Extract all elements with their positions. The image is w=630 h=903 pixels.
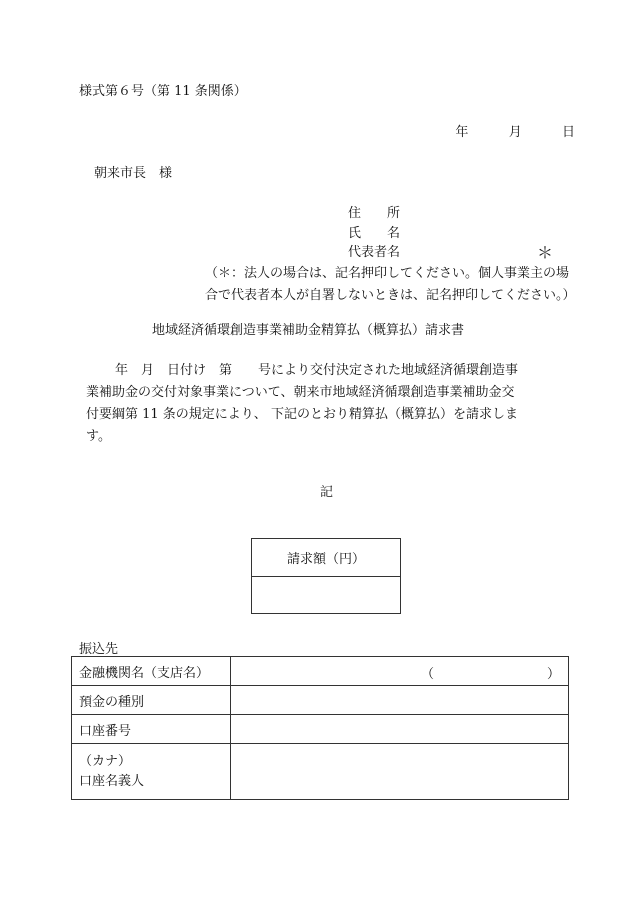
amount-value-field[interactable] (252, 577, 400, 613)
body-paragraph (86, 360, 542, 448)
account-number-field[interactable] (231, 715, 569, 744)
bank-name-label: 金融機関名（支店名） (72, 657, 231, 686)
date-month: 月 (508, 125, 522, 140)
address-label: 住 所 (348, 206, 401, 221)
form-number: 様式第６号（第 11 条関係） (79, 84, 247, 99)
name-label: 氏 名 (348, 226, 401, 241)
table-row (72, 715, 569, 744)
account-type-field[interactable] (231, 686, 569, 715)
body-line: 付要綱第 11 条の規定により、 下記のとおり精算払（概算払）を請求しま (86, 407, 518, 422)
date-day: 日 (561, 125, 575, 140)
amount-box (251, 538, 401, 614)
bank-table (71, 656, 569, 800)
table-row (72, 657, 569, 686)
table-row (72, 686, 569, 715)
ki-mark: 記 (320, 485, 334, 500)
transfer-heading: 振込先 (79, 642, 119, 657)
body-line: す。 (86, 429, 111, 444)
account-number-label: 口座番号 (72, 715, 231, 744)
document-title: 地域経済循環創造事業補助金精算払（概算払）請求書 (152, 323, 465, 338)
amount-header: 請求額（円） (252, 539, 400, 577)
seal-note-line1: （＊：法人の場合は、記名押印してください。個人事業主の場 (205, 266, 570, 281)
account-holder-kana-label: （カナ） (79, 753, 132, 769)
account-type-label: 預金の種別 (72, 686, 231, 715)
representative-label: 代表者名 (348, 245, 401, 260)
addressee: 朝来市長 様 (94, 166, 173, 181)
seal-note (205, 263, 576, 307)
paren-close: ） (546, 667, 560, 682)
table-row (72, 744, 569, 800)
account-holder-label (72, 744, 231, 800)
account-holder-field[interactable] (231, 744, 569, 800)
paren-open: （ (421, 667, 435, 682)
seal-mark: ＊ (537, 243, 554, 262)
account-holder-name-label: 口座名義人 (79, 773, 145, 789)
bank-name-field[interactable] (231, 657, 569, 686)
body-line: 業補助金の交付対象事業について、朝来市地域経済循環創造事業補助金交 (86, 385, 515, 400)
date-year: 年 (455, 125, 469, 140)
seal-note-line2: 合で代表者本人が自署しないときは、記名押印してください。） (205, 288, 576, 303)
body-line: 年 月 日付け 第 号により交付決定された地域経済循環創造事 (115, 363, 519, 378)
date-line (455, 121, 575, 140)
